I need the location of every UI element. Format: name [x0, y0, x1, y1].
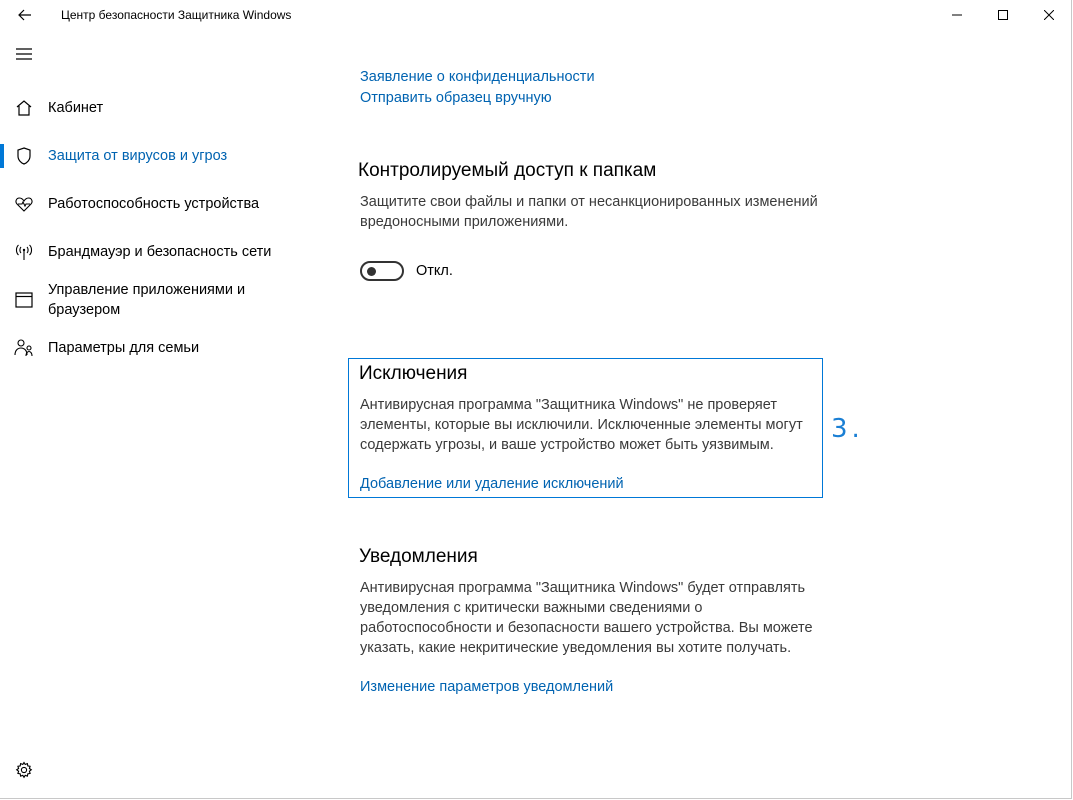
- window-title: Центр безопасности Защитника Windows: [61, 8, 292, 22]
- sidebar-item-home[interactable]: [0, 98, 330, 118]
- close-button[interactable]: [1026, 0, 1072, 30]
- sidebar-item-label: Кабинет: [48, 100, 104, 116]
- add-remove-exclusions-link[interactable]: Добавление или удаление исключений: [360, 476, 624, 492]
- sidebar-item-family[interactable]: [0, 338, 330, 358]
- minimize-button[interactable]: [934, 0, 980, 30]
- toggle-state-label: Откл.: [416, 263, 453, 279]
- family-icon: [14, 338, 34, 358]
- controlled-folder-access-heading: Контролируемый доступ к папкам: [358, 160, 657, 181]
- gear-icon: [15, 761, 33, 779]
- maximize-button[interactable]: [980, 0, 1026, 30]
- sidebar-item-firewall[interactable]: [0, 242, 330, 262]
- maximize-icon: [998, 10, 1008, 20]
- exclusions-heading: Исключения: [359, 363, 468, 384]
- home-icon: [14, 98, 34, 118]
- back-button[interactable]: [8, 0, 42, 30]
- exclusions-description: Антивирусная программа "Защитника Windows" не проверяет элементы, которые вы исключили. Исключенные элементы могут содержать угрозы, и ваше устройство может быть уязвимым.: [360, 397, 803, 453]
- notifications-heading: Уведомления: [359, 546, 478, 567]
- minimize-icon: [952, 10, 962, 20]
- sidebar-item-label: Работоспособность устройства: [48, 196, 260, 212]
- sidebar-item-label: Управление приложениями и браузером: [48, 282, 246, 318]
- arrow-left-icon: [18, 9, 32, 21]
- step-annotation: 3.: [831, 414, 864, 444]
- controlled-folder-access-toggle[interactable]: [360, 261, 404, 281]
- submit-sample-link[interactable]: Отправить образец вручную: [360, 90, 552, 106]
- change-notification-settings-link[interactable]: Изменение параметров уведомлений: [360, 679, 614, 695]
- controlled-folder-access-description: Защитите свои файлы и папки от несанкционированных изменений вредоносными приложениями.: [360, 194, 818, 230]
- browser-window-icon: [14, 290, 34, 310]
- sidebar-item-label: Брандмауэр и безопасность сети: [48, 244, 272, 260]
- sidebar-item-app-browser-control[interactable]: [0, 280, 330, 320]
- hamburger-icon: [16, 48, 32, 60]
- shield-icon: [14, 146, 34, 166]
- settings-button[interactable]: [12, 758, 36, 782]
- privacy-statement-link[interactable]: Заявление о конфиденциальности: [360, 69, 595, 85]
- sidebar-item-label: Защита от вирусов и угроз: [48, 148, 228, 164]
- sidebar-item-virus-protection[interactable]: [0, 146, 330, 166]
- sidebar-item-device-health[interactable]: [0, 194, 330, 214]
- antenna-icon: [14, 242, 34, 262]
- title-bar: [0, 0, 1072, 30]
- toggle-knob: [367, 267, 376, 276]
- close-icon: [1044, 10, 1054, 20]
- sidebar-item-label: Параметры для семьи: [48, 340, 200, 356]
- heart-icon: [14, 194, 34, 214]
- menu-toggle-button[interactable]: [8, 38, 40, 70]
- notifications-description: Антивирусная программа "Защитника Windows" будет отправлять уведомления с критически важными сведениями о работоспособности и безопасности вашего устройства. Вы можете указать, какие некритические уведомления вы хотите получать.: [360, 580, 813, 656]
